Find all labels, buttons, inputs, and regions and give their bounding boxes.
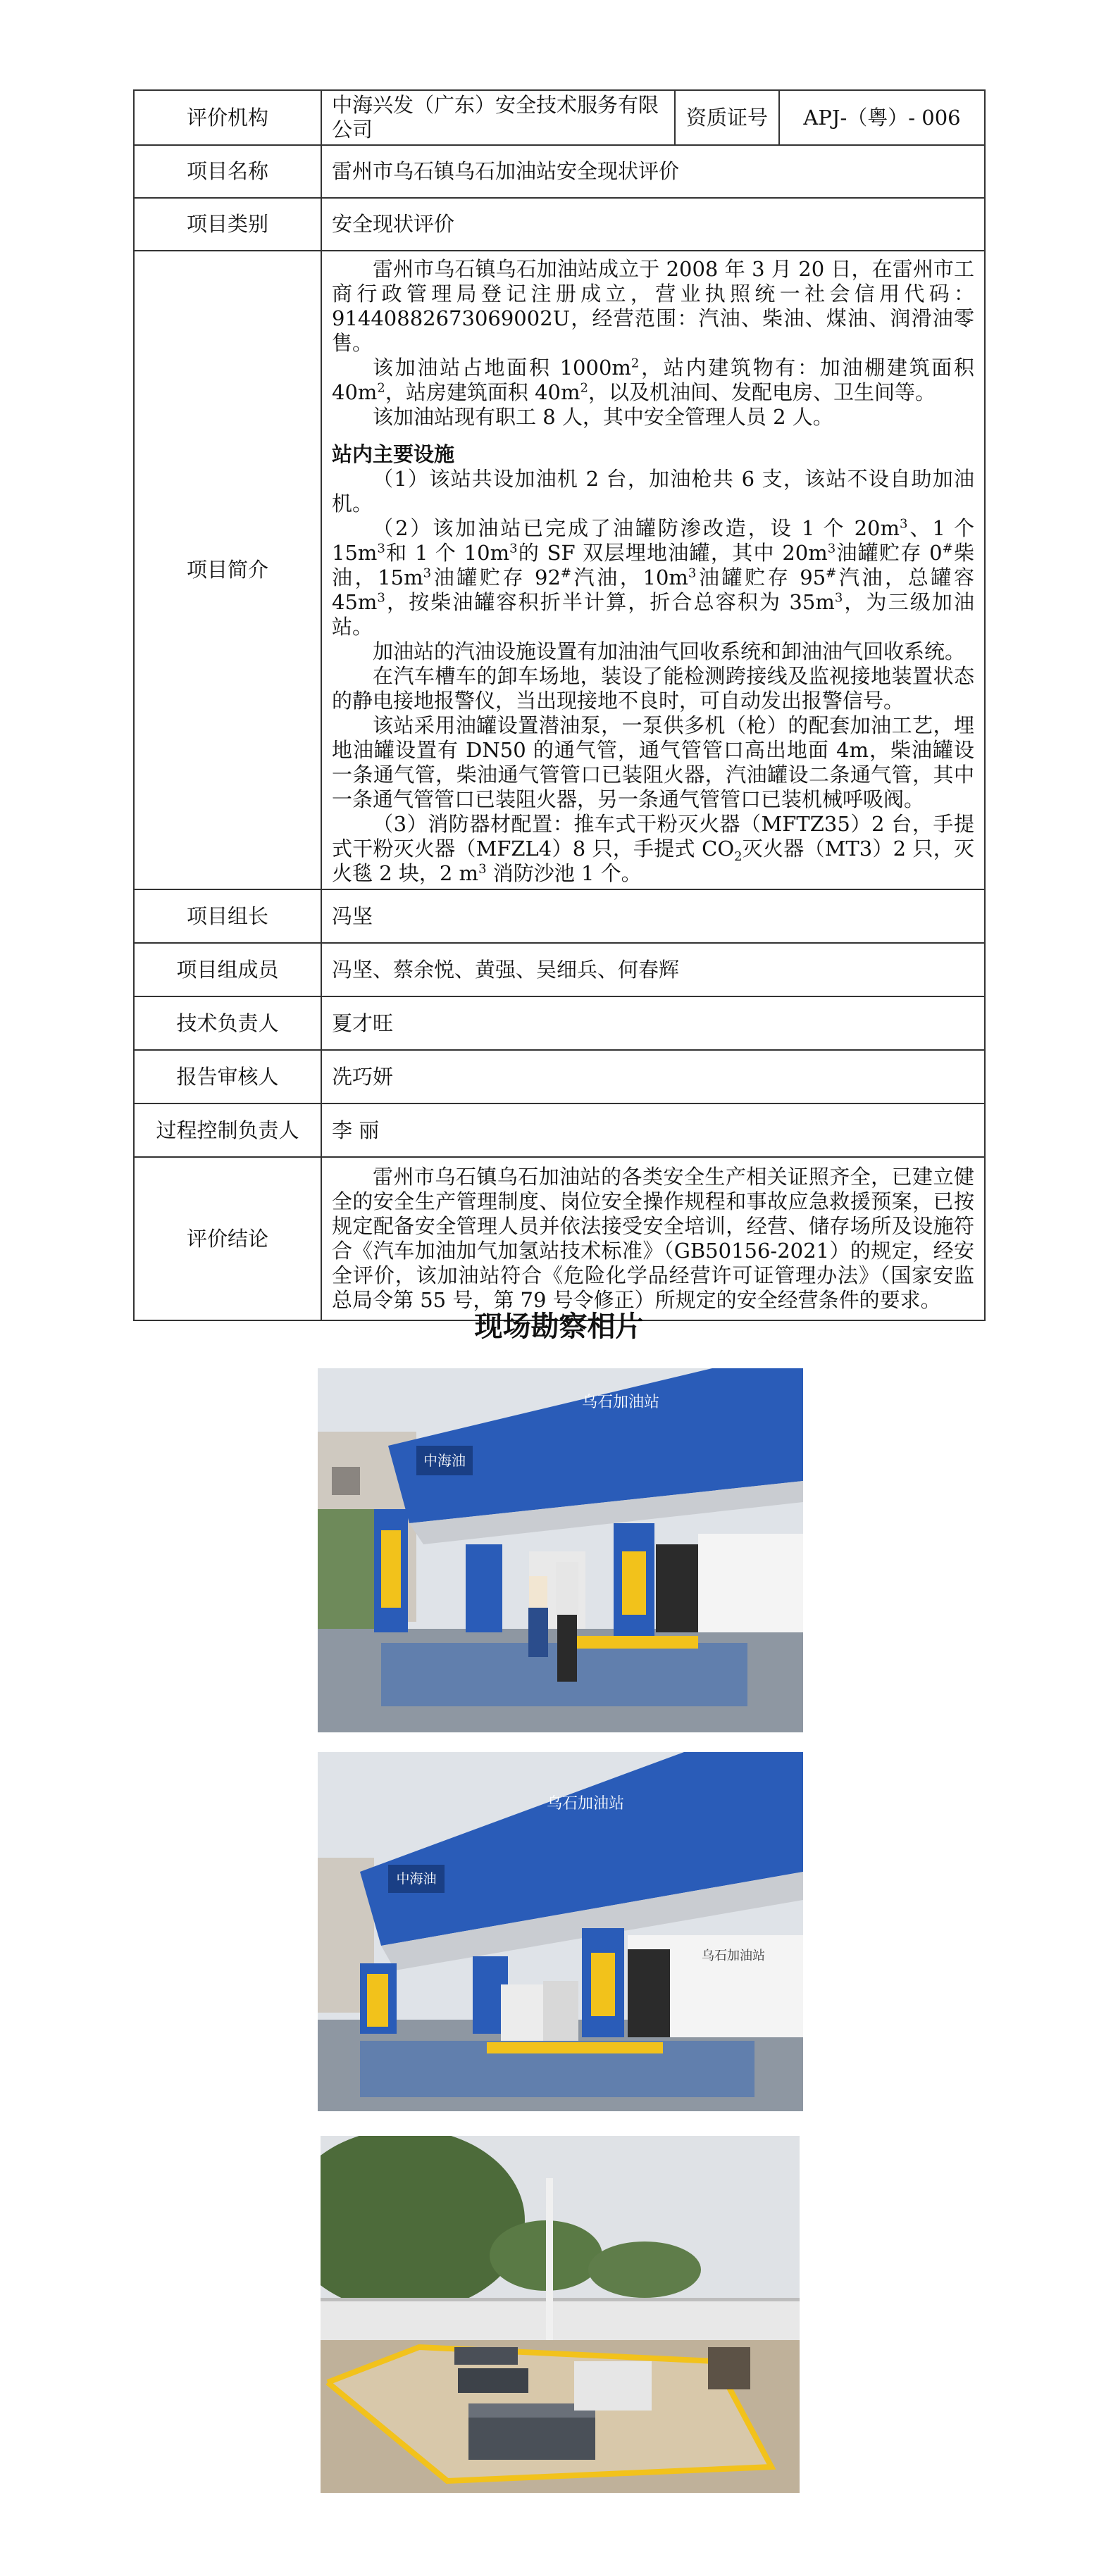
value-cert: APJ-（粤）- 006 bbox=[779, 90, 985, 145]
row-intro bbox=[134, 251, 985, 889]
site-photo-1 bbox=[318, 1368, 803, 1732]
site-photo-2 bbox=[318, 1752, 803, 2111]
value-name: 雷州市乌石镇乌石加油站安全现状评价 bbox=[321, 145, 985, 198]
photos-section-title: 现场勘察相片 bbox=[474, 1311, 644, 1343]
intro-p3: 该加油站现有职工 8 人，其中安全管理人员 2 人。 bbox=[373, 405, 833, 429]
evaluation-info-table bbox=[133, 89, 986, 1321]
row-process bbox=[134, 1103, 985, 1157]
label-leader: 项目组长 bbox=[134, 889, 321, 943]
value-intro bbox=[321, 251, 985, 889]
value-conclusion: 雷州市乌石镇乌石加油站的各类安全生产相关证照齐全，已建立健全的安全生产管理制度、岗位安全操作规程和事故应急救援预案，已按规定配备安全管理人员并依法接受安全培训，经营、储存场所及设施符合《汽车加油加气加氢站技术标准》（GB50156-2021）的规定，经安全评价，该加油站符合《危险化学品经营许可证管理办法》（国家安监总局令第 55 号，第 79 号令修正）所规定的安全经营条件的要求。 bbox=[332, 1165, 974, 1312]
label-review: 报告审核人 bbox=[134, 1050, 321, 1103]
label-process: 过程控制负责人 bbox=[134, 1103, 321, 1157]
value-process: 李 丽 bbox=[321, 1103, 985, 1157]
facility-2: （2）该加油站已完成了油罐防渗改造，设 1 个 $20m^3$、1 个 $15m^3$和 1 个 $10m^3$的 SF 双层埋地油罐，其中 $20m^3$油罐贮存 0#柴油，$15m^3$油罐贮存 92#汽油，$10m^3$油罐贮存 95#汽油，总罐容 $45m^3$，按柴油罐容积折半计算，折合总容积为 $35m^3$，为三级加油站。 bbox=[332, 516, 974, 639]
row-tech bbox=[134, 996, 985, 1050]
value-org: 中海兴发（广东）安全技术服务有限公司 bbox=[321, 90, 675, 145]
label-conclusion: 评价结论 bbox=[134, 1157, 321, 1320]
label-org: 评价机构 bbox=[134, 90, 321, 145]
facilities-title: 站内主要设施 bbox=[332, 442, 455, 466]
facility-4: 在汽车槽车的卸车场地，装设了能检测跨接线及监视接地装置状态的静电接地报警仪，当出现接地不良时，可自动发出报警信号。 bbox=[332, 664, 974, 713]
facility-3: 加油站的汽油设施设置有加油油气回收系统和卸油油气回收系统。 bbox=[373, 639, 966, 663]
value-tech: 夏才旺 bbox=[321, 996, 985, 1050]
intro-p1: 雷州市乌石镇乌石加油站成立于 2008 年 3 月 20 日，在雷州市工商行政管理局登记注册成立，营业执照统一社会信用代码：91440882673069002U，经营范围：汽油、柴油、煤油、润滑油零售。 bbox=[332, 257, 974, 355]
intro-p2: 该加油站占地面积 $1000m^2$，站内建筑物有：加油棚建筑面积 $40m^2$，站房建筑面积 $40m^2$，以及机油间、发配电房、卫生间等。 bbox=[332, 356, 974, 404]
label-type: 项目类别 bbox=[134, 198, 321, 251]
value-members: 冯坚、蔡余悦、黄强、吴细兵、何春辉 bbox=[321, 943, 985, 996]
row-org bbox=[134, 90, 985, 145]
row-members bbox=[134, 943, 985, 996]
row-conclusion bbox=[134, 1157, 985, 1320]
site-photo-3 bbox=[321, 2136, 800, 2493]
value-type: 安全现状评价 bbox=[321, 198, 985, 251]
row-type bbox=[134, 198, 985, 251]
label-name: 项目名称 bbox=[134, 145, 321, 198]
brand-logo-text: 中海油 bbox=[423, 1452, 466, 1469]
brand-logo-text-2: 中海油 bbox=[396, 1871, 437, 1887]
value-review: 冼巧妍 bbox=[321, 1050, 985, 1103]
value-leader: 冯坚 bbox=[321, 889, 985, 943]
shop-sign: 乌石加油站 bbox=[702, 1949, 765, 1963]
facility-1: （1）该站共设加油机 2 台，加油枪共 6 支，该站不设自助加油机。 bbox=[332, 467, 974, 515]
row-review bbox=[134, 1050, 985, 1103]
facility-5: 该站采用油罐设置潜油泵，一泵供多机（枪）的配套加油工艺，埋地油罐设置有 DN50 的通气管，通气管管口高出地面 4m，柴油罐设一条通气管，柴油通气管管口已装阻火器，汽油罐设二条通气管，其中一条通气管管口已装阻火器，另一条通气管管口已装机械呼吸阀。 bbox=[332, 713, 974, 811]
facility-6: （3）消防器材配置：推车式干粉灭火器（MFTZ35）2 台，手提式干粉灭火器（MFZL4）8 只，手提式 $CO_2$灭火器（MT3）2 只，灭火毯 2 块，2 $m^3$ 消防沙池 1 个。 bbox=[332, 812, 974, 885]
label-cert: 资质证号 bbox=[675, 90, 779, 145]
row-leader bbox=[134, 889, 985, 943]
label-members: 项目组成员 bbox=[134, 943, 321, 996]
row-name bbox=[134, 145, 985, 198]
canopy-station-sign: 乌石加油站 bbox=[581, 1394, 660, 1411]
label-tech: 技术负责人 bbox=[134, 996, 321, 1050]
label-intro: 项目简介 bbox=[134, 251, 321, 889]
canopy-station-sign-2: 乌石加油站 bbox=[546, 1795, 625, 1813]
